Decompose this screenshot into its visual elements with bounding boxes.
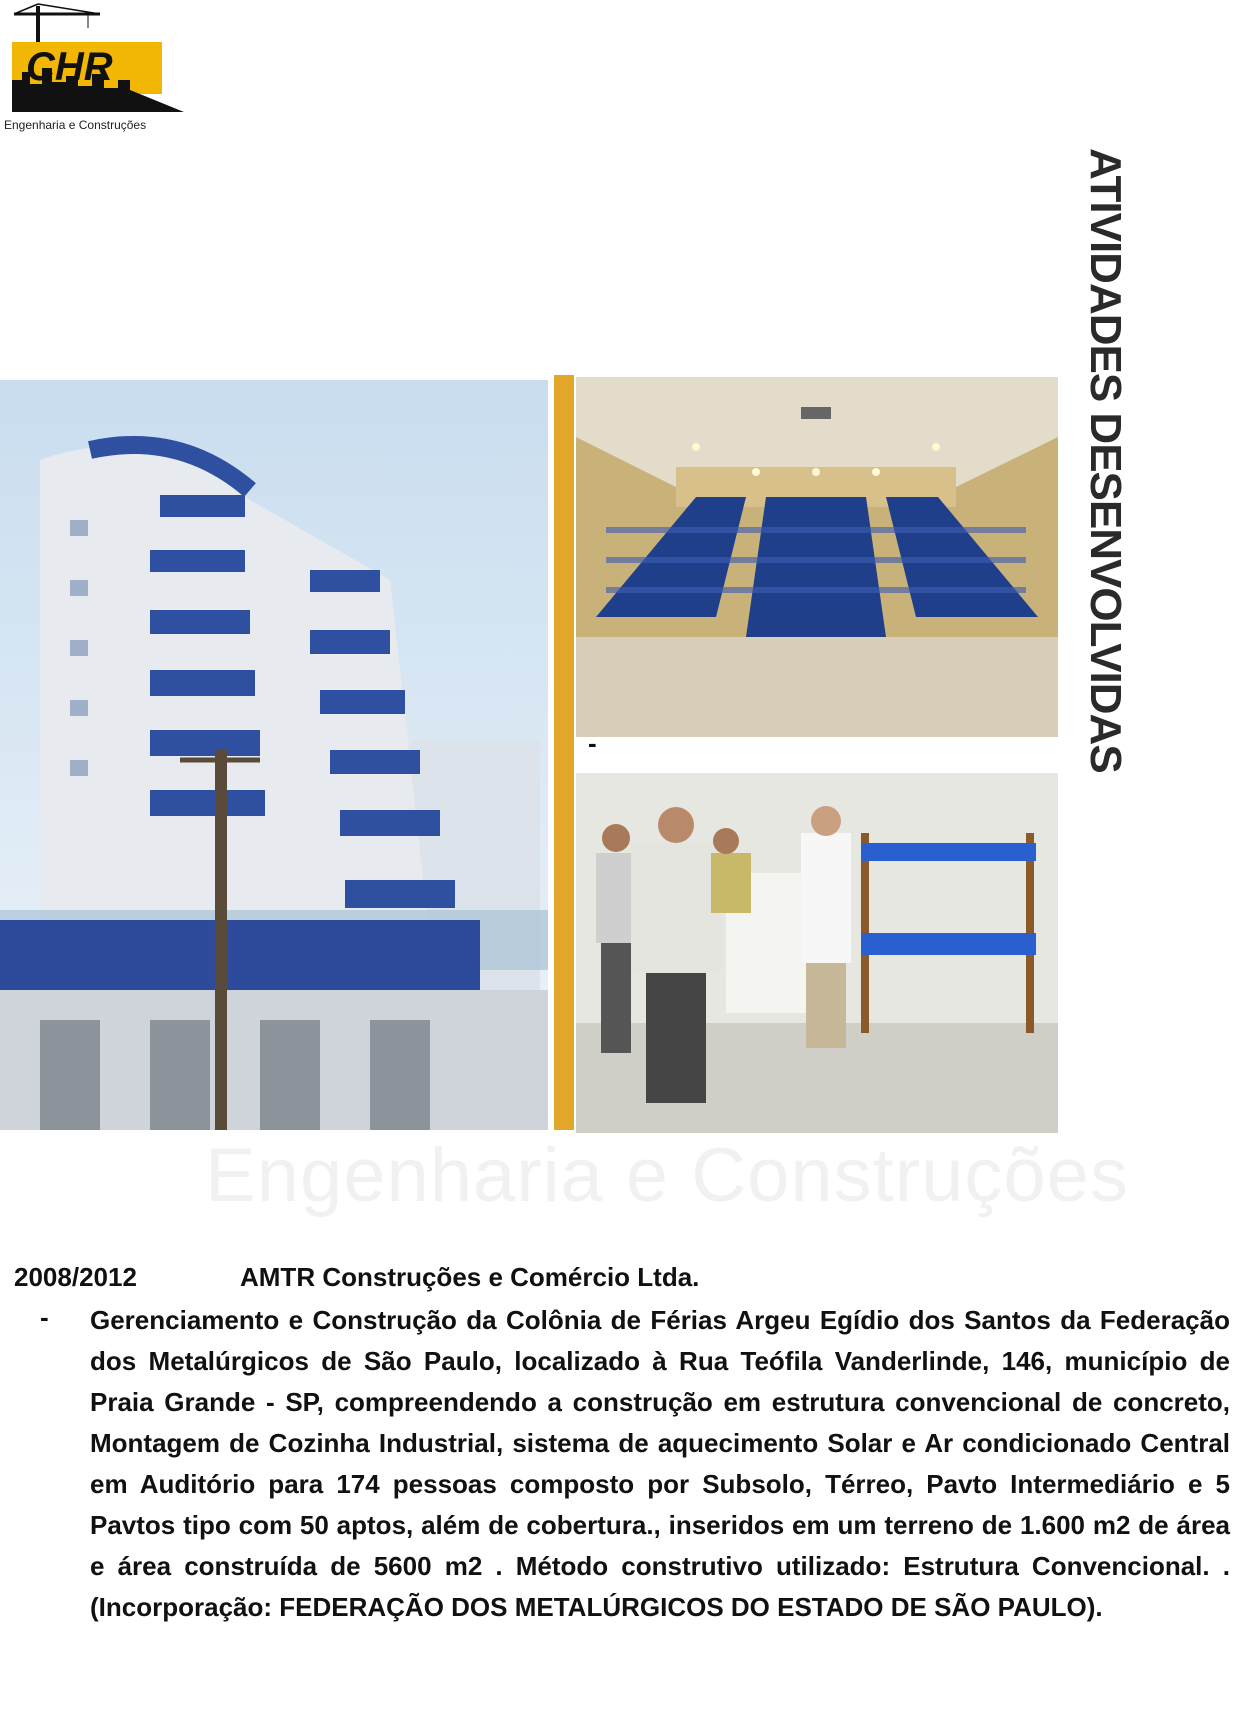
- entry-description: Gerenciamento e Construção da Colônia de Férias Argeu Egídio dos Santos da Federação dos Metalúrgicos de São Paulo, localizado à Rua Teófila Vanderlinde, 146, município de Praia Grande - SP, compreendendo a construção em estrutura convencional de concreto, Montagem de Cozinha Industrial, sistema de aquecimento Solar e Ar condicionado Central em Auditório para 174 pessoas composto por Subsolo, Térreo, Pavto Intermediário e 5 Pavtos tipo com 50 aptos, além de cobertura., inseridos em um terreno de 1.600 m2 de área e área construída de 5600 m2 . Método construtivo utilizado: Estrutura Convencional. .(Incorporação: FEDERAÇÃO DOS METALÚRGICOS DO ESTADO DE SÃO PAULO).: [90, 1305, 1230, 1622]
- entry-bullet: -: [40, 1302, 49, 1332]
- building-photo: [0, 380, 548, 1130]
- separator-mark: -: [588, 728, 597, 758]
- accent-bar: [554, 375, 574, 1130]
- entry-company: AMTR Construções e Comércio Ltda.: [240, 1262, 700, 1292]
- watermark-text: Engenharia e Construções: [205, 1133, 1129, 1218]
- logo-caption: Engenharia e Construções: [4, 118, 147, 132]
- dormitory-photo: [576, 773, 1058, 1133]
- auditorium-photo: [576, 377, 1058, 737]
- entry-period: 2008/2012: [14, 1262, 137, 1292]
- side-title: ATIVIDADES DESENVOLVIDAS: [1081, 148, 1130, 773]
- crane-skyline-logo-icon: [8, 2, 186, 120]
- logo-mark-text: CHR: [26, 45, 113, 89]
